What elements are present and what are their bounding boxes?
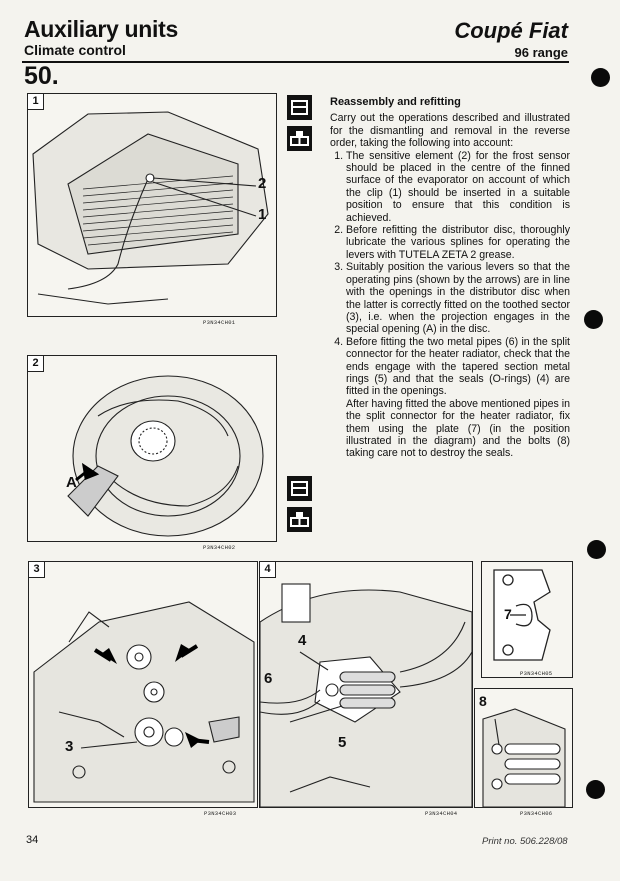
figure-number: 2 [27,355,44,372]
instructions-intro: Carry out the operations described and illustrated for the dismantling and removal in the reverse order, taking the following into account: [330,112,570,150]
page-code: 50. [24,62,59,90]
figure-caption: P3N34CH02 [203,544,236,551]
callout-label: 5 [338,734,347,751]
lever-assembly-drawing [29,562,257,807]
figure-number: 3 [28,561,45,578]
figure-1 [27,93,277,317]
step-item: 4. Before fitting the two metal pipes (6) in the split connector for the heater radiator, check that the ends engage with the tapered section metal rings (5) and that the seals (O-rings) (4) are fitted in the openings. [346,336,570,398]
after-paragraph: After having fitted the above mentioned pipes in the split connector for the heater radiator, fix them using the plate (7) (in the position illustrated in the diagram) and the bolts (8) taking care not to destroy the seals. [346,397,570,460]
figure-caption: P3N34CH03 [204,810,237,817]
figure-5 [481,561,573,678]
car-icon [287,126,312,151]
instructions-heading: Reassembly and refitting [330,96,461,108]
figure-6 [474,688,573,808]
callout-label: 1 [258,206,267,223]
section-subtitle: Climate control [24,42,126,58]
callout-label: 6 [264,670,273,687]
callout-label: 3 [65,738,74,755]
punch-hole-icon [584,310,603,329]
pipe-connector-drawing [260,562,472,807]
figure-caption: P3N34CH06 [520,810,553,817]
plate-drawing [482,562,572,677]
figure-caption: P3N34CH04 [425,810,458,817]
callout-label: 8 [479,693,487,709]
punch-hole-icon [587,540,606,559]
figure-caption: P3N34CH01 [203,319,236,326]
evaporator-drawing [28,94,276,316]
steps-list [330,150,570,398]
step-item: 1. The sensitive element (2) for the frost sensor should be placed in the centre of the finned surface of the evaporator on account of which the clip (1) should be inserted in a suitable position to ensure that this condition is achieved. [346,150,570,224]
header-rule [22,61,569,63]
punch-hole-icon [591,68,610,87]
bolts-drawing [475,689,572,807]
step-item: 3. Suitably position the various levers so that the operating pins (shown by the arrows) are in line with the openings in the distributor disc when the latter is correctly fitted on the toothed sector (3), i.e. when the projection engages in the special opening (A) in the disc. [346,261,570,335]
box-icon [287,476,312,501]
distributor-disc-drawing [28,356,276,541]
step-item: 2. Before refitting the distributor disc, thoroughly lubricate the various splines for operating the levers with TUTELA ZETA 2 grease. [346,224,570,261]
figure-2 [27,355,277,542]
brand-name: Coupé Fiat [454,18,568,43]
figure-4 [259,561,473,808]
instructions [330,96,570,460]
page-number: 34 [26,834,39,846]
figure-caption: P3N34CH05 [520,670,553,677]
print-number: Print no. 506.228/08 [482,836,568,847]
figure-number: 4 [259,561,276,578]
model-range: 96 range [514,45,568,60]
punch-hole-icon [586,780,605,799]
callout-label: 7 [504,606,512,622]
callout-label: 2 [258,175,267,192]
callout-label: 4 [298,632,307,649]
car-icon [287,507,312,532]
callout-label: A [66,474,77,491]
figure-3 [28,561,258,808]
figure-number: 1 [27,93,44,110]
section-title: Auxiliary units [24,16,178,42]
box-icon [287,95,312,120]
